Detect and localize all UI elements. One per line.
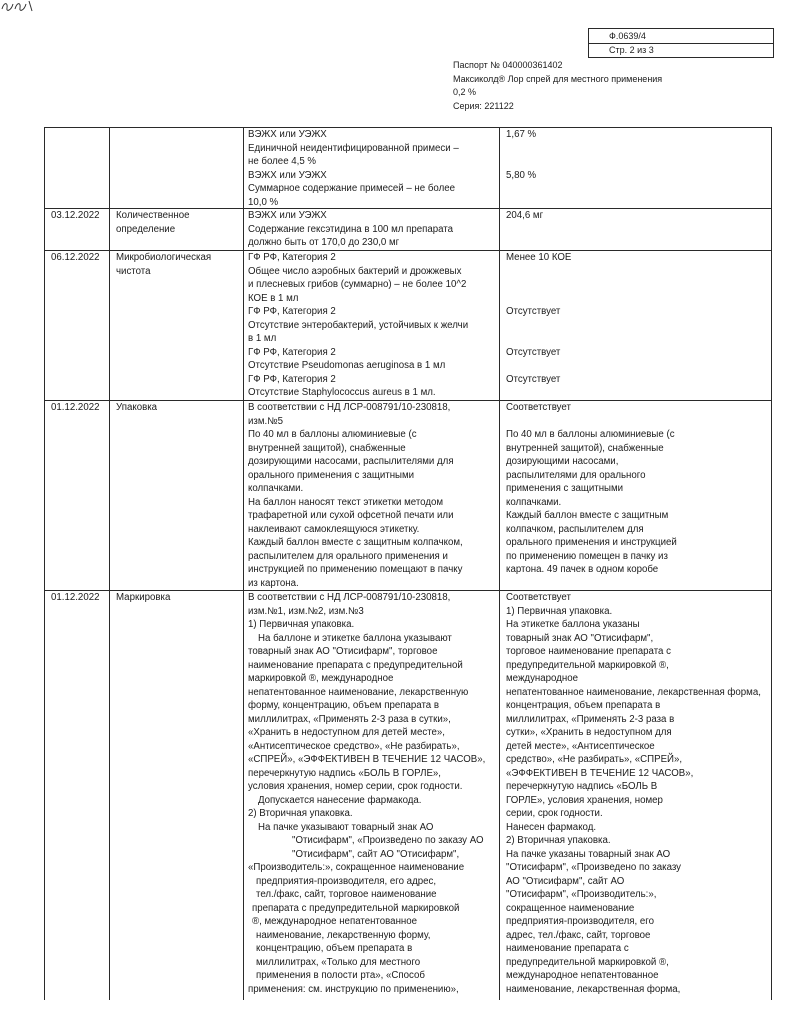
spec-line: 2) Вторичная упаковка. [248,808,353,819]
spec-line: применения в полости рта», «Способ [256,970,425,981]
spec-line: наименование препарата с предупредительной [248,659,463,671]
test-name-line: Микробиологическая [116,252,212,263]
spec-line: «Производитель:», сокращенное наименование [248,862,465,873]
line-spacer [506,265,771,279]
result-line: предупредительной маркировкой ®, [506,659,669,671]
spec-line: Каждый баллон вместе с защитным колпачком, [248,537,463,548]
result-cell [500,251,772,400]
spec-line: ®, международное непатентованное [252,916,418,927]
spec-line: Единичной неидентифицированной примеси – [248,142,459,154]
result-line: орального применения и инструкцией [506,537,677,548]
result-line: На этикетке баллона указаны [506,619,640,630]
spec-line: ВЭЖХ или УЭЖХ [248,169,327,181]
result-line: перечеркнутую надпись «БОЛЬ В [506,781,658,792]
spec-line: предприятия-производителя, его адрес, [256,875,437,887]
analysis-table [44,127,772,1000]
spec-line: тел./факс, сайт, торговое наименование [256,889,437,900]
specification-cell [244,591,500,1000]
passport-header [453,59,662,114]
specification-cell [244,251,500,400]
result-line: колпачком, распылителем для [506,523,644,535]
result-line: 204,6 мг [506,210,544,221]
spec-line: Отсутствие энтеробактерий, устойчивых к желчи [248,319,469,331]
result-line: миллилитрах, «Применять 2-3 раза в [506,713,675,725]
result-line: Соответствует [506,592,571,603]
result-cell [500,128,772,208]
result-line: Соответствует [506,402,571,413]
spec-line: Отсутствие Pseudomonas aeruginosa в 1 мл [248,360,446,371]
spec-line: ВЭЖХ или УЭЖХ [248,129,327,140]
test-name-line: Маркировка [116,592,171,603]
result-line: товарный знак АО "Отисифарм", [506,632,654,644]
result-line: международное непатентованное [506,970,659,981]
spec-line: ГФ РФ, Категория 2 [248,306,336,317]
spec-line: На баллон наносят текст этикетки методом [248,496,444,508]
result-line: сокращенное наименование [506,902,635,914]
spec-line: инструкцией по применению помещают в пачку [248,564,463,575]
spec-line: «Хранить в недоступном для детей месте», [248,727,445,738]
date-cell [44,128,110,208]
spec-line: ГФ РФ, Категория 2 [248,346,336,358]
result-line: Каждый баллон вместе с защитным [506,510,669,521]
date-cell [44,401,110,590]
test-name-line: определение [116,223,176,235]
spec-line: трафаретной или сухой офсетной печати или [248,510,454,521]
line-spacer [506,155,771,169]
page-number: Стр. 2 из 3 [589,43,773,57]
passport-number: Паспорт № 040000361402 [453,60,563,70]
spec-line: концентрацию, объем препарата в [256,943,413,954]
spec-line: На пачке указывают товарный знак АО [258,821,434,833]
spec-line: «Антисептическое средство», «Не разбирать», [248,740,460,752]
spec-line: и плесневых грибов (суммарно) – не более 10^2 [248,279,467,290]
spec-line: внутренней защитой), снабженные [248,442,406,454]
date-cell [44,591,110,1000]
spec-line: "Отисифарм", сайт АО "Отисифарм", [292,848,460,860]
form-code: Ф.0639/4 [609,31,646,41]
specification-cell [244,209,500,250]
spec-line: маркировкой ®, международное [248,673,394,684]
result-line: дозирующими насосами, [506,456,619,467]
test-date: 06.12.2022 [51,252,100,263]
line-spacer [506,292,771,306]
result-line: Нанесен фармакод. [506,821,597,833]
test-date: 01.12.2022 [51,592,100,603]
result-cell [500,209,772,250]
line-spacer [506,319,771,333]
table-row [44,590,772,1000]
spec-line: препарата с предупредительной маркировкой [252,902,460,914]
line-spacer [506,278,771,292]
result-line: детей месте», «Антисептическое [506,740,655,752]
spec-line: Содержание гексэтидина в 100 мл препарата [248,223,454,235]
line-spacer [506,142,771,156]
spec-line: ГФ РФ, Категория 2 [248,373,336,385]
spec-line: условия хранения, номер серии, срок годности. [248,781,463,792]
form-code-box [588,28,774,58]
line-spacer [506,332,771,346]
spec-line: наклеивают самоклеящуюся этикетку. [248,523,420,535]
result-line: средство», «Не разбирать», «СПРЕЙ», [506,754,683,765]
specification-cell [244,401,500,590]
spec-line: миллилитрах, «Только для местного [256,956,421,968]
test-name-line: Количественное [116,210,190,221]
specification-cell [244,128,500,208]
date-cell [44,209,110,250]
test-name-line: чистота [116,265,151,277]
result-line: Отсутствует [506,306,561,317]
result-line: непатентованное наименование, лекарственная форма, [506,686,761,698]
result-line: применения с защитными [506,483,624,494]
spec-line: колпачками. [248,483,304,494]
result-line: картона. 49 пачек в одном коробе [506,564,659,575]
test-name-cell [110,251,244,400]
test-name-cell [110,209,244,250]
test-date: 03.12.2022 [51,210,100,221]
batch-series: Серия: 221122 [453,101,514,112]
spec-line: 10,0 % [248,196,279,208]
result-line: наименование препарата с [506,943,629,954]
spec-line: орального применения с защитными [248,469,415,481]
spec-line: распылителем для орального применения и [248,550,448,562]
spec-line: В соответствии с НД ЛСР-008791/10-230818, [248,592,451,603]
spec-line: изм.№1, изм.№2, изм.№3 [248,605,364,617]
spec-line: миллилитрах, «Применять 2-3 раза в сутки», [248,713,451,725]
test-name-line: Упаковка [116,402,158,413]
product-concentration: 0,2 % [453,87,477,98]
spec-line: Отсутствие Staphylococcus aureus в 1 мл. [248,387,436,398]
result-line: ГОРЛЕ», условия хранения, номер [506,794,663,806]
result-line: колпачками. [506,496,562,508]
spec-line: наименование, лекарственную форму, [256,929,431,941]
spec-line: применения: см. инструкцию по применению», [248,983,459,995]
spec-line: из картона. [248,577,299,589]
result-line: по применению помещен в пачку из [506,550,668,562]
result-line: «ЭФФЕКТИВЕН В ТЕЧЕНИЕ 12 ЧАСОВ», [506,767,694,779]
result-line: распылителями для орального [506,469,646,481]
result-line: Отсутствует [506,346,561,358]
product-name: Максиколд® Лор спрей для местного применения [453,73,663,84]
result-line: Отсутствует [506,373,561,385]
result-line: По 40 мл в баллоны алюминиевые (с [506,429,675,440]
result-line: "Отисифарм", «Произведено по заказу [506,862,682,873]
table-row [44,208,772,250]
result-line: 5,80 % [506,169,537,181]
result-line: внутренней защитой), снабженные [506,442,664,454]
spec-line: КОЕ в 1 мл [248,292,299,304]
result-cell [500,591,772,1000]
spec-line: В соответствии с НД ЛСР-008791/10-230818, [248,402,451,413]
result-line: 1,67 % [506,129,537,140]
line-spacer [506,359,771,373]
result-line: сутки», «Хранить в недоступном для [506,727,672,738]
spec-line: 1) Первичная упаковка. [248,619,355,630]
spec-line: непатентованное наименование, лекарственную [248,686,469,698]
spec-line: в 1 мл [248,333,277,344]
result-line: 2) Вторичная упаковка. [506,835,611,846]
spec-line: Общее число аэробных бактерий и дрожжевых [248,265,462,277]
date-cell [44,251,110,400]
spec-line: товарный знак АО "Отисифарм", торговое [248,646,438,657]
result-line: Менее 10 КОЕ [506,252,572,263]
result-line: торговое наименование препарата с [506,646,671,657]
spec-line: форму, концентрацию, объем препарата в [248,700,440,711]
result-cell [500,401,772,590]
result-line: концентрация, объем препарата в [506,700,661,711]
spec-line: перечеркнутую надпись «БОЛЬ В ГОРЛЕ», [248,767,441,779]
result-line: предприятия-производителя, его [506,916,654,927]
test-date: 01.12.2022 [51,402,100,413]
result-line: 1) Первичная упаковка. [506,605,613,617]
spec-line: не более 4,5 % [248,156,317,167]
result-line: предупредительной маркировкой ®, [506,956,669,968]
spec-line: дозирующими насосами, распылителями для [248,456,454,467]
table-row [44,127,772,208]
spec-line: «СПРЕЙ», «ЭФФЕКТИВЕН В ТЕЧЕНИЕ 12 ЧАСОВ», [248,754,486,765]
line-spacer [506,415,771,429]
test-name-cell [110,401,244,590]
spec-line: должно быть от 170,0 до 230,0 мг [248,237,400,248]
spec-line: изм.№5 [248,415,283,427]
table-row [44,400,772,590]
spec-line: "Отисифарм", «Произведено по заказу АО [292,835,484,846]
result-line: международное [506,673,578,684]
spec-line: Допускается нанесение фармакода. [258,794,422,806]
result-line: наименование, лекарственная форма, [506,983,681,995]
spec-line: На баллоне и этикетке баллона указывают [258,632,452,644]
result-line: серии, срок годности. [506,808,603,819]
handwritten-mark [0,0,36,14]
spec-line: ВЭЖХ или УЭЖХ [248,210,327,221]
result-line: На пачке указаны товарный знак АО [506,848,671,860]
table-row [44,250,772,400]
spec-line: Суммарное содержание примесей – не более [248,183,455,194]
result-line: "Отисифарм", «Производитель:», [506,889,657,900]
result-line: АО "Отисифарм", сайт АО [506,875,625,887]
test-name-cell [110,128,244,208]
result-line: адрес, тел./факс, сайт, торговое [506,929,651,941]
spec-line: По 40 мл в баллоны алюминиевые (с [248,429,417,440]
test-name-cell [110,591,244,1000]
spec-line: ГФ РФ, Категория 2 [248,252,336,263]
